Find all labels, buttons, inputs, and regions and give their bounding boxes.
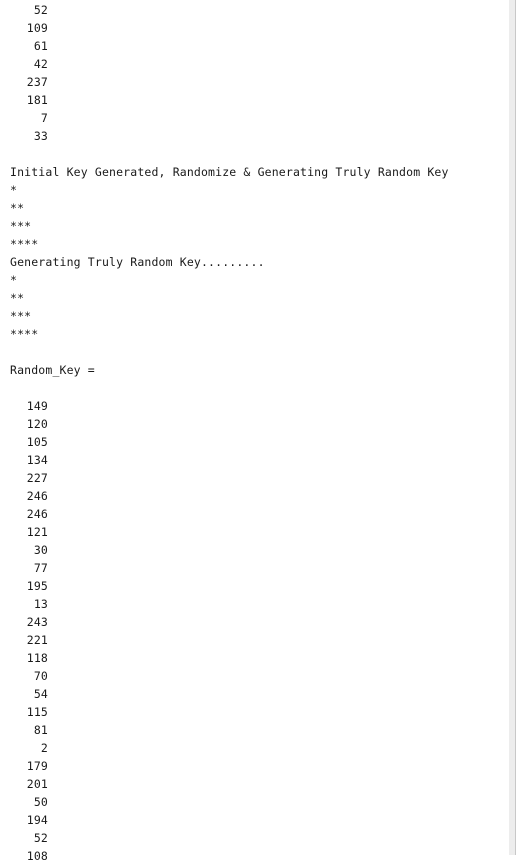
initial-values-list bbox=[10, 1, 449, 145]
random-key-value-line: 195 bbox=[26, 579, 48, 593]
progress-star-line: * bbox=[10, 273, 18, 287]
progress-stars-b bbox=[10, 271, 449, 343]
random-key-value-line: 221 bbox=[26, 633, 48, 647]
progress-star-line: *** bbox=[10, 309, 32, 323]
blank-line bbox=[10, 379, 449, 397]
console-lines bbox=[10, 1, 449, 865]
random-key-value-line: 108 bbox=[26, 849, 48, 863]
progress-star-line: *** bbox=[10, 219, 32, 233]
random-key-value-line: 54 bbox=[33, 687, 48, 701]
initial-value-line: 109 bbox=[26, 21, 48, 35]
scrollbar-edge[interactable] bbox=[509, 0, 515, 855]
random-key-value-line: 105 bbox=[26, 435, 48, 449]
random-key-value-line: 30 bbox=[33, 543, 48, 557]
random-key-value-line: 2 bbox=[40, 741, 48, 755]
random-key-value-line: 246 bbox=[26, 507, 48, 521]
random-key-value-line: 179 bbox=[26, 759, 48, 773]
random-key-value-line: 149 bbox=[26, 399, 48, 413]
progress-stars-a bbox=[10, 181, 449, 253]
progress-star-line: **** bbox=[10, 237, 39, 251]
initial-value-line: 181 bbox=[26, 93, 48, 107]
initial-value-line: 33 bbox=[33, 129, 48, 143]
random-key-value-line: 13 bbox=[33, 597, 48, 611]
initial-value-line: 61 bbox=[33, 39, 48, 53]
random-key-value-line: 227 bbox=[26, 471, 48, 485]
random-key-value-line: 201 bbox=[26, 777, 48, 791]
random-key-value-line: 115 bbox=[26, 705, 48, 719]
random-key-value-line: 120 bbox=[26, 417, 48, 431]
random-key-value-line: 81 bbox=[33, 723, 48, 737]
random-key-label: Random_Key = bbox=[10, 363, 95, 377]
initial-value-line: 52 bbox=[33, 3, 48, 17]
random-key-value-line: 50 bbox=[33, 795, 48, 809]
random-key-value-line: 118 bbox=[26, 651, 48, 665]
blank-line bbox=[10, 343, 449, 361]
progress-star-line: ** bbox=[10, 291, 25, 305]
random-key-value-line: 52 bbox=[33, 831, 48, 845]
random-key-value-line: 134 bbox=[26, 453, 48, 467]
initial-value-line: 7 bbox=[40, 111, 48, 125]
random-key-value-line: 246 bbox=[26, 489, 48, 503]
random-key-values-list bbox=[10, 397, 449, 865]
initial-value-line: 237 bbox=[26, 75, 48, 89]
random-key-value-line: 243 bbox=[26, 615, 48, 629]
initial-value-line: 42 bbox=[33, 57, 48, 71]
progress-star-line: ** bbox=[10, 201, 25, 215]
random-key-value-line: 70 bbox=[33, 669, 48, 683]
random-key-value-line: 194 bbox=[26, 813, 48, 827]
random-key-value-line: 121 bbox=[26, 525, 48, 539]
blank-line bbox=[10, 145, 449, 163]
progress-star-line: * bbox=[10, 183, 18, 197]
progress-star-line: **** bbox=[10, 327, 39, 341]
initial-key-message: Initial Key Generated, Randomize & Generating Truly Random Key bbox=[10, 165, 449, 179]
generating-message: Generating Truly Random Key......... bbox=[10, 255, 265, 269]
random-key-value-line: 77 bbox=[33, 561, 48, 575]
